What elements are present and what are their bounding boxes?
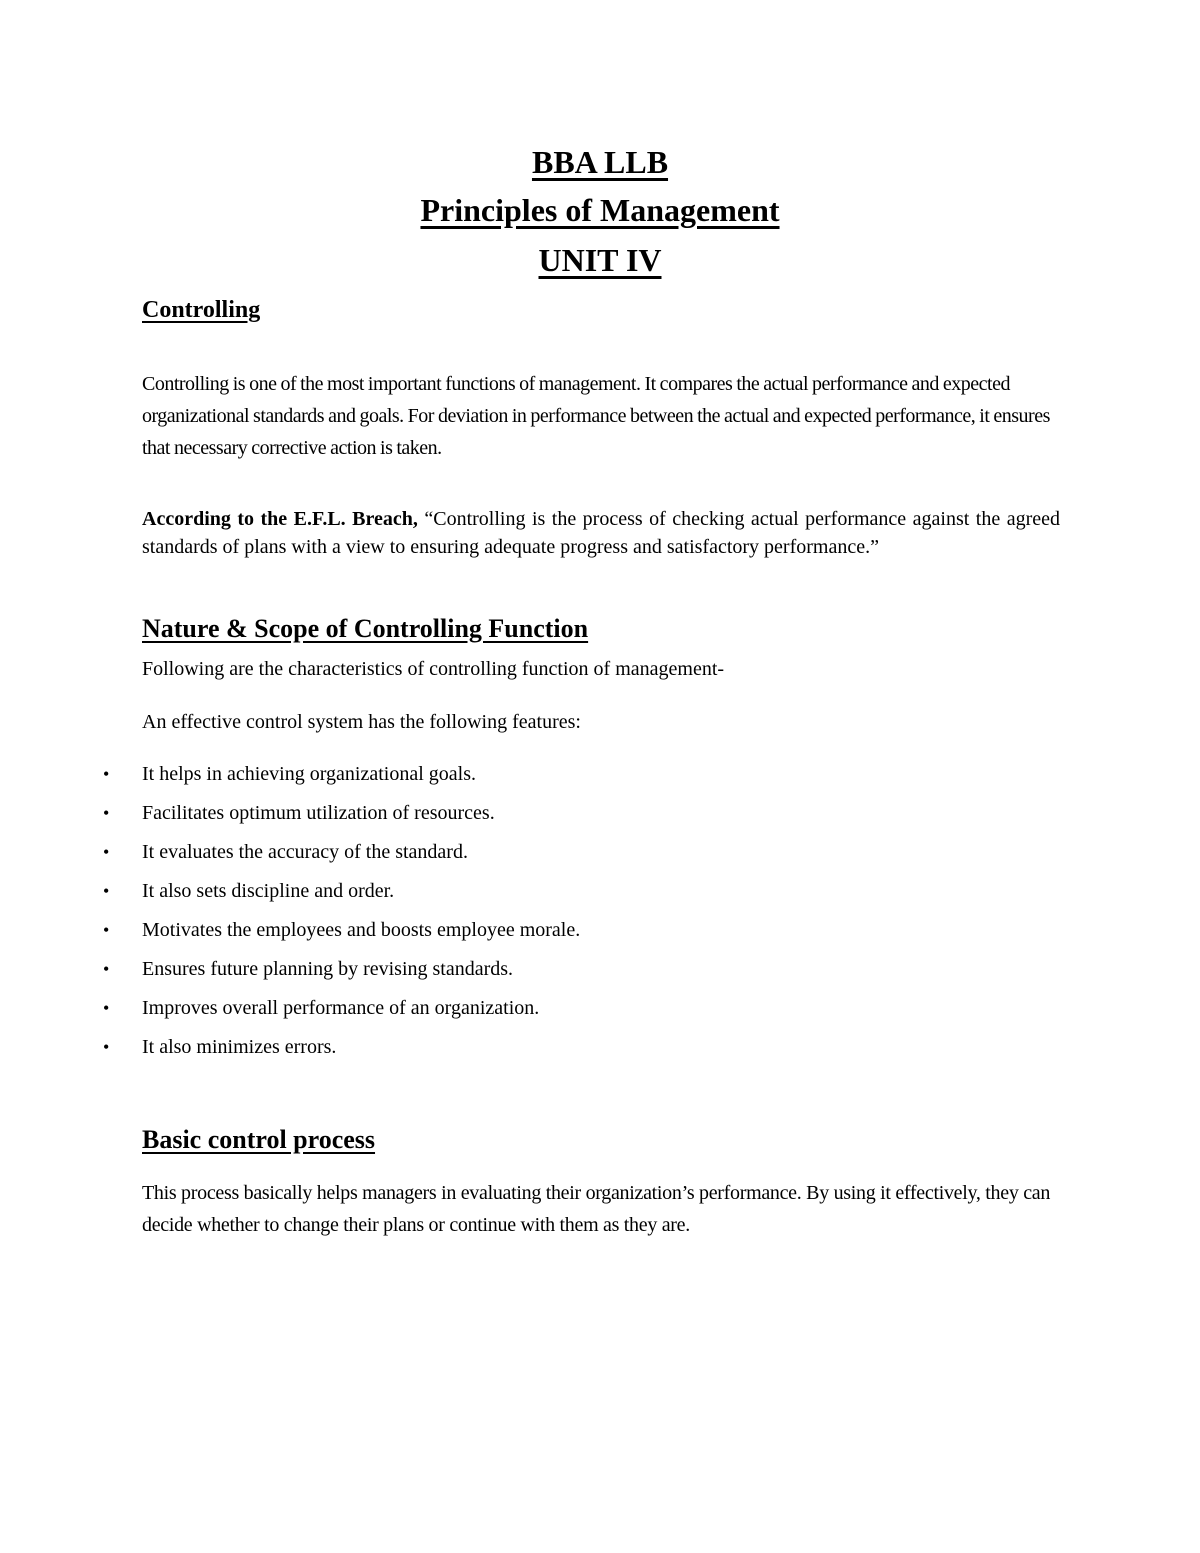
features-intro: An effective control system has the following features:	[142, 711, 581, 733]
list-item-text: It also sets discipline and order.	[142, 880, 395, 902]
nature-intro: Following are the characteristics of controlling function of management-	[142, 658, 725, 680]
list-item	[0, 1033, 1200, 1072]
list-item-text: It helps in achieving organizational goals.	[142, 763, 476, 785]
quote-lead: According to the E.F.L. Breach,	[142, 508, 418, 530]
list-item-text: It also minimizes errors.	[142, 1036, 337, 1058]
list-item	[0, 799, 1200, 838]
quote-text: “Controlling is the process of checking actual performance against the agreed standards of plans with a view to ensuring adequate progress and satisfactory performance.”	[142, 508, 1060, 558]
bullet-icon: •	[103, 998, 110, 1018]
list-item	[0, 955, 1200, 994]
list-item-text: Facilitates optimum utilization of resources.	[142, 802, 495, 824]
subject-title: Principles of Management	[420, 192, 780, 228]
features-list	[0, 760, 1200, 1072]
list-item-text: Ensures future planning by revising standards.	[142, 958, 514, 980]
bullet-icon: •	[103, 842, 110, 862]
list-item	[0, 760, 1200, 799]
controlling-paragraph: Controlling is one of the most important functions of management. It compares the actual performance and expected organizational standards and goals. For deviation in performance between the actual and expected performance, it ensures that necessary corrective action is taken.	[142, 373, 1050, 459]
controlling-heading: Controlling	[142, 297, 261, 323]
basic-process-paragraph: This process basically helps managers in evaluating their organization’s performance. By using it effectively, they can decide whether to change their plans or continue with them as they are.	[142, 1182, 1051, 1236]
list-item	[0, 994, 1200, 1033]
breach-quote	[142, 505, 1060, 561]
nature-heading: Nature & Scope of Controlling Function	[142, 614, 589, 643]
bullet-icon: •	[103, 959, 110, 979]
list-item-text: Improves overall performance of an organization.	[142, 997, 540, 1019]
bullet-icon: •	[103, 881, 110, 901]
course-title: BBA LLB	[531, 144, 669, 180]
bullet-icon: •	[103, 1037, 110, 1057]
basic-process-heading: Basic control process	[142, 1125, 376, 1154]
list-item-text: Motivates the employees and boosts employee morale.	[142, 919, 581, 941]
list-item	[0, 838, 1200, 877]
list-item-text: It evaluates the accuracy of the standard.	[142, 841, 468, 863]
list-item	[0, 916, 1200, 955]
unit-title: UNIT IV	[538, 242, 662, 278]
bullet-icon: •	[103, 920, 110, 940]
list-item	[0, 877, 1200, 916]
bullet-icon: •	[103, 803, 110, 823]
bullet-icon: •	[103, 764, 110, 784]
